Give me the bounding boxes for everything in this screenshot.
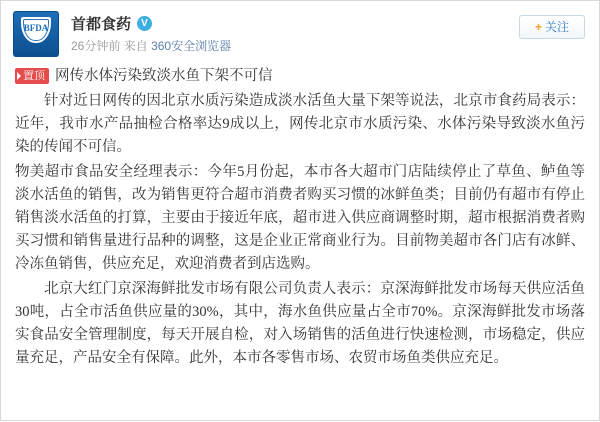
post-headline: 网传水体污染致淡水鱼下架不可信	[55, 68, 273, 84]
pinned-badge: 置顶	[15, 68, 49, 84]
verified-badge-icon: V	[137, 16, 152, 31]
follow-button[interactable]	[519, 15, 585, 39]
user-name[interactable]: 首都食药	[71, 16, 132, 33]
post-meta	[71, 37, 231, 54]
post-content	[1, 63, 599, 370]
source-name[interactable]: 360安全浏览器	[151, 39, 232, 53]
follow-button-label: 关注	[545, 20, 570, 34]
post-paragraph-3: 北京大红门京深海鲜批发市场有限公司负责人表示：京深海鲜批发市场每天供应活鱼30吨，占全市活鱼供应量的30%，其中，海水鱼供应量占全市70%。京深海鲜批发市场落实食品安全管理制度，每天开展自检，对入场销售的活鱼进行快速检测，市场稳定，供应量充足，产品安全有保障。此外，本市各零售市场、农贸市场鱼类供应充足。	[15, 281, 585, 366]
source-prefix: 来自	[123, 39, 148, 53]
card-edge	[598, 1, 599, 422]
user-name-row	[71, 13, 152, 34]
post-time: 26分钟前	[71, 39, 121, 53]
post-header	[1, 1, 599, 63]
avatar-logo-text: BFDA	[23, 23, 49, 33]
plus-icon: +	[534, 20, 542, 34]
post-paragraph-2: 物美超市食品安全经理表示：今年5月份起，本市各大超市门店陆续停止了草鱼、鲈鱼等淡水活鱼的销售，改为销售更符合超市消费者购买习惯的冰鲜鱼类；目前仍有超市有停止销售淡水活鱼的打算，主要由于接近年底，超市进入供应商调整时期，超市根据消费者购买习惯和销售量进行品种的调整，这是企业正常商业行为。目前物美超市各门店有冰鲜、冷冻鱼销售，供应充足，欢迎消费者到店选购。	[15, 164, 585, 272]
post-paragraph-1: 针对近日网传的因北京水质污染造成淡水活鱼大量下架等说法，北京市食药局表示：近年，我市水产品抽检合格率达9成以上，网传北京市水质污染、水体污染导致淡水鱼污染的传闻不可信。	[15, 93, 585, 155]
avatar[interactable]	[13, 11, 59, 57]
post-headline-row	[15, 65, 585, 87]
